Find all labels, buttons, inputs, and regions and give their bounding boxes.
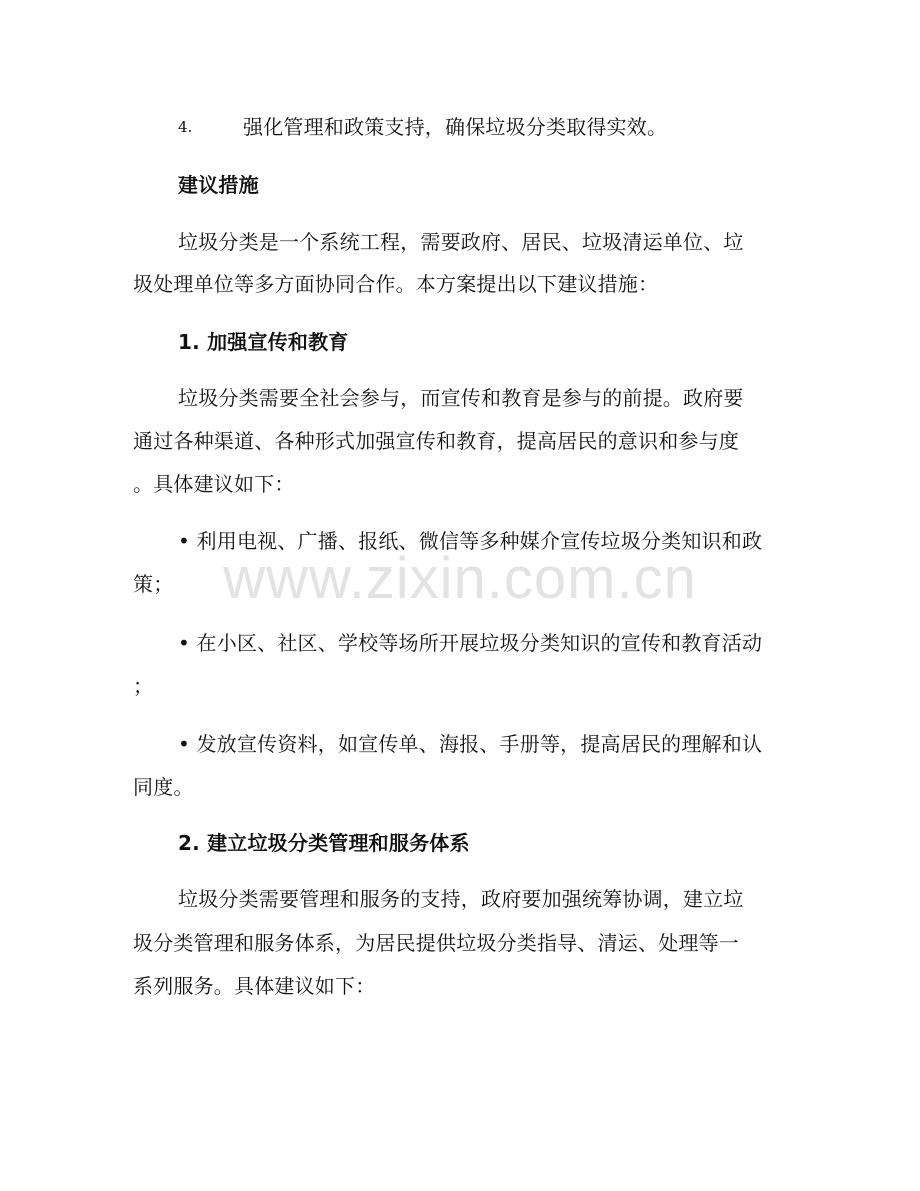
section-heading: 建议措施 xyxy=(178,173,259,197)
list-item-text: 强化管理和政策支持，确保垃圾分类取得实效。 xyxy=(243,115,668,139)
paragraph-line: 系列服务。具体建议如下： xyxy=(133,974,376,998)
watermark: www.zixin.com.cn xyxy=(223,546,697,611)
bullet-item: • 在小区、社区、学校等场所开展垃圾分类知识的宣传和教育活动 xyxy=(178,631,763,655)
list-item-number: 4. xyxy=(178,118,193,136)
bullet-item: • 发放宣传资料，如宣传单、海报、手册等，提高居民的理解和认 xyxy=(178,732,763,756)
paragraph-line: 圾分类管理和服务体系，为居民提供垃圾分类指导、清运、处理等一 xyxy=(133,931,739,955)
bullet-item: • 利用电视、广播、报纸、微信等多种媒介宣传垃圾分类知识和政 xyxy=(178,529,763,553)
bullet-item-continuation: 同度。 xyxy=(133,775,194,799)
bullet-item-continuation: 策； xyxy=(133,572,174,596)
paragraph-line: 。具体建议如下： xyxy=(133,472,295,496)
intro-paragraph-line: 垃圾分类是一个系统工程，需要政府、居民、垃圾清运单位、垃 xyxy=(178,230,744,254)
paragraph-line: 垃圾分类需要管理和服务的支持，政府要加强统筹协调，建立垃 xyxy=(178,887,744,911)
bullet-item-continuation: ； xyxy=(133,674,154,698)
subsection-heading-1: 1. 加强宣传和教育 xyxy=(178,330,349,354)
paragraph-line: 通过各种渠道、各种形式加强宣传和教育，提高居民的意识和参与度 xyxy=(133,429,739,453)
subsection-heading-2: 2. 建立垃圾分类管理和服务体系 xyxy=(178,831,470,855)
paragraph-line: 垃圾分类需要全社会参与，而宣传和教育是参与的前提。政府要 xyxy=(178,386,744,410)
intro-paragraph-line: 圾处理单位等多方面协同合作。本方案提出以下建议措施： xyxy=(133,272,659,296)
